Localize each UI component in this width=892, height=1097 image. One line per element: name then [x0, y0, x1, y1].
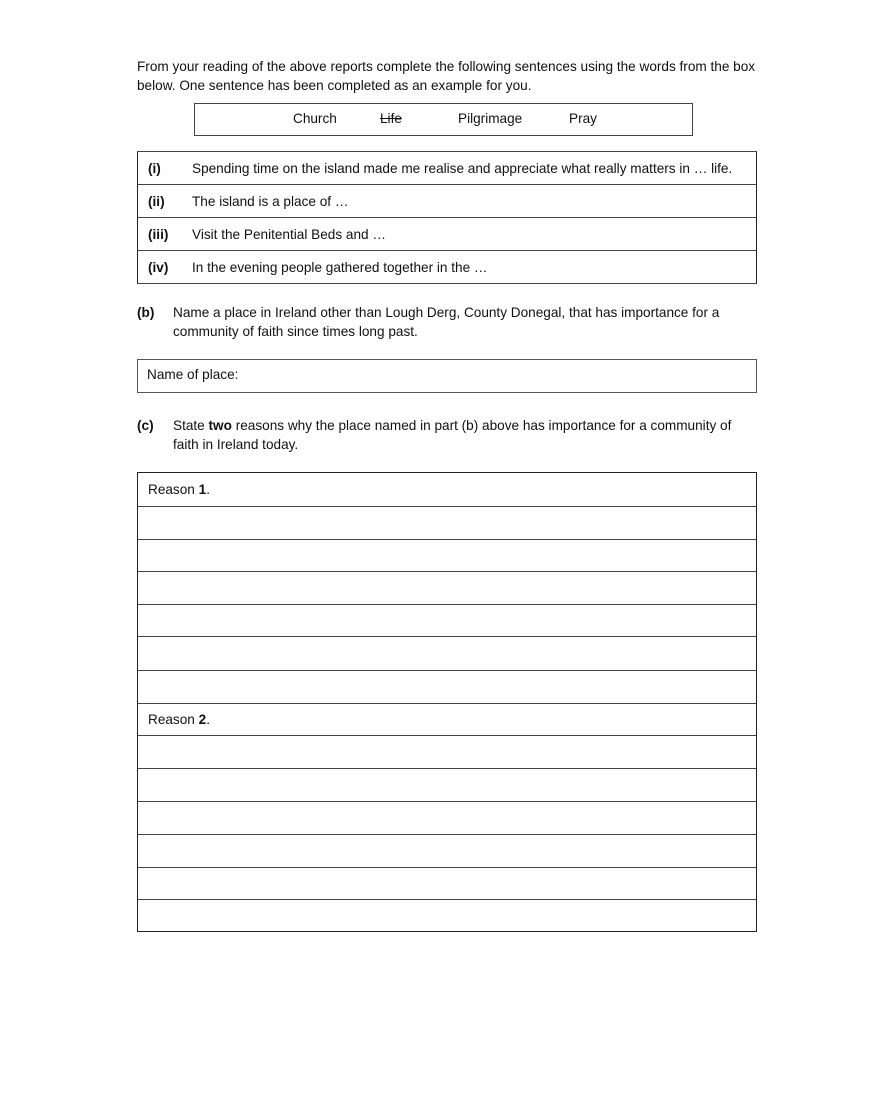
sentence-number: (iii)	[138, 218, 193, 251]
reason-1-period: .	[206, 482, 210, 497]
answer-line[interactable]	[138, 801, 756, 802]
reason-1-number: 1	[198, 482, 207, 497]
sentence-text[interactable]: The island is a place of …	[192, 185, 757, 218]
reason-1-prefix: Reason	[148, 482, 199, 497]
reason-2-label	[148, 712, 210, 727]
sentence-row	[138, 218, 757, 251]
answer-line[interactable]	[138, 703, 756, 704]
reason-2-prefix: Reason	[148, 712, 199, 727]
reason-1-label	[148, 482, 210, 497]
word-pray: Pray	[569, 111, 597, 126]
answer-line[interactable]	[138, 571, 756, 572]
answer-line[interactable]	[138, 539, 756, 540]
answer-line[interactable]	[138, 506, 756, 507]
sentence-number: (i)	[138, 152, 193, 185]
reasons-answer-box[interactable]	[137, 472, 757, 932]
question-c-text-start: State	[173, 418, 209, 433]
question-c-label: (c)	[137, 418, 154, 433]
sentence-text[interactable]: In the evening people gathered together in the …	[192, 251, 757, 284]
name-of-place-field[interactable]	[137, 359, 757, 393]
answer-line[interactable]	[138, 867, 756, 868]
question-b	[137, 303, 757, 343]
answer-line[interactable]	[138, 670, 756, 671]
question-b-label: (b)	[137, 305, 155, 320]
sentence-row	[138, 185, 757, 218]
answer-line[interactable]	[138, 899, 756, 900]
sentence-row	[138, 251, 757, 284]
question-c-text-end: reasons why the place named in part (b) above has importance for a community of faith in Ireland today.	[173, 418, 732, 452]
answer-line[interactable]	[138, 636, 756, 637]
word-pilgrimage: Pilgrimage	[458, 111, 523, 126]
sentence-number: (ii)	[138, 185, 193, 218]
sentence-text[interactable]: Visit the Penitential Beds and …	[192, 218, 757, 251]
answer-line[interactable]	[138, 834, 756, 835]
reason-2-period: .	[206, 712, 210, 727]
word-church: Church	[293, 111, 337, 126]
answer-line[interactable]	[138, 604, 756, 605]
answer-line[interactable]	[138, 768, 756, 769]
sentence-table	[137, 151, 757, 284]
question-c-text	[173, 416, 757, 454]
sentence-number: (iv)	[138, 251, 193, 284]
sentence-row	[138, 152, 757, 185]
reason-2-number: 2	[198, 712, 207, 727]
word-box	[194, 103, 693, 136]
question-c-emphasis: two	[208, 418, 232, 433]
sentence-text[interactable]: Spending time on the island made me realise and appreciate what really matters in … life.	[192, 152, 757, 185]
question-b-text: Name a place in Ireland other than Lough Derg, County Donegal, that has importance for a community of faith since times long past.	[173, 305, 720, 339]
question-c	[137, 416, 757, 456]
word-life-struck: Life	[380, 111, 402, 126]
answer-line[interactable]	[138, 735, 756, 736]
name-of-place-label: Name of place:	[147, 367, 239, 382]
instructions-text: From your reading of the above reports complete the following sentences using the words from the box below. One sentence has been completed as an example for you.	[137, 59, 756, 93]
